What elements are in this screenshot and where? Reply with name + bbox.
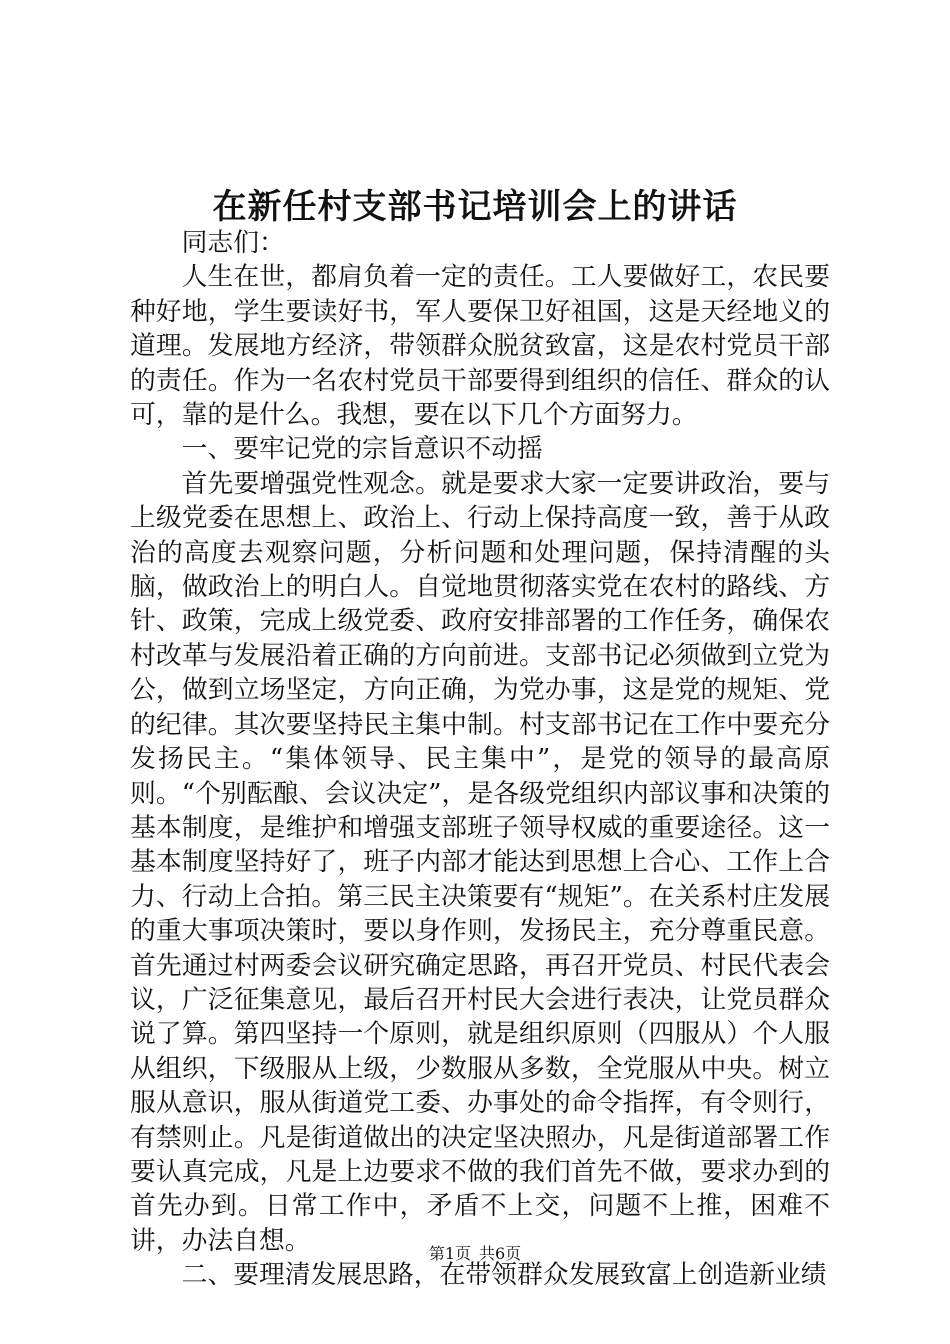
intro-paragraph: 人生在世，都肩负着一定的责任。工人要做好工，农民要种好地，学生要读好书，军人要保卫好祖国，这是天经地义的道理。发展地方经济，带领群众脱贫致富，这是农村党员干部的责任。作为一名农村党员干部要得到组织的信任、群众的认可，靠的是什么。我想，要在以下几个方面努力。 — [130, 262, 830, 431]
document-body — [130, 226, 830, 1293]
section-heading-one: 一、要牢记党的宗旨意识不动摇 — [181, 434, 543, 465]
salutation-paragraph: 同志们： — [181, 228, 285, 258]
document-title: 在新任村支部书记培训会上的讲话 — [212, 187, 738, 227]
page-number: 第1页 — [428, 1244, 471, 1263]
section-one-paragraph: 首先要增强党性观念。就是要求大家一定要讲政治，要与上级党委在思想上、政治上、行动上保持高度一致，善于从政治的高度去观察问题，分析问题和处理问题，保持清醒的头脑，做政治上的明白人。自觉地贯彻落实党在农村的路线、方针、政策，完成上级党委、政府安排部署的工作任务，确保农村改革与发展沿着正确的方向前进。支部书记必须做到立党为公，做到立场坚定，方向正确，为党办事，这是党的规矩、党的纪律。其次要坚持民主集中制。村支部书记在工作中要充分发扬民主。“集体领导、民主集中”，是党的领导的最高原则。“个别酝酿、会议决定”，是各级党组织内部议事和决策的基本制度，是维护和增强支部班子领导权威的重要途径。这一基本制度坚持好了，班子内部才能达到思想上合心、工作上合力、行动上合拍。第三民主决策要有“规矩”。在关系村庄发展的重大事项决策时，要以身作则，发扬民主，充分尊重民意。首先通过村两委会议研究确定思路，再召开党员、村民代表会议，广泛征集意见，最后召开村民大会进行表决，让党员群众说了算。第四坚持一个原则，就是组织原则（四服从）个人服从组织，下级服从上级，少数服从多数，全党服从中央。树立服从意识，服从街道党工委、办事处的命令指挥，有令则行，有禁则止。凡是街道做出的决定坚决照办，凡是街道部署工作要认真完成，凡是上边要求不做的我们首先不做，要求办到的首先办到。日常工作中，矛盾不上交，问题不上推，困难不讲，办法自想。 — [130, 468, 830, 1256]
page-total: 共6页 — [479, 1244, 522, 1263]
page-footer — [0, 1243, 950, 1265]
section-heading-two: 二、要理清发展思路，在带领群众发展致富上创造新业绩 — [181, 1260, 827, 1291]
